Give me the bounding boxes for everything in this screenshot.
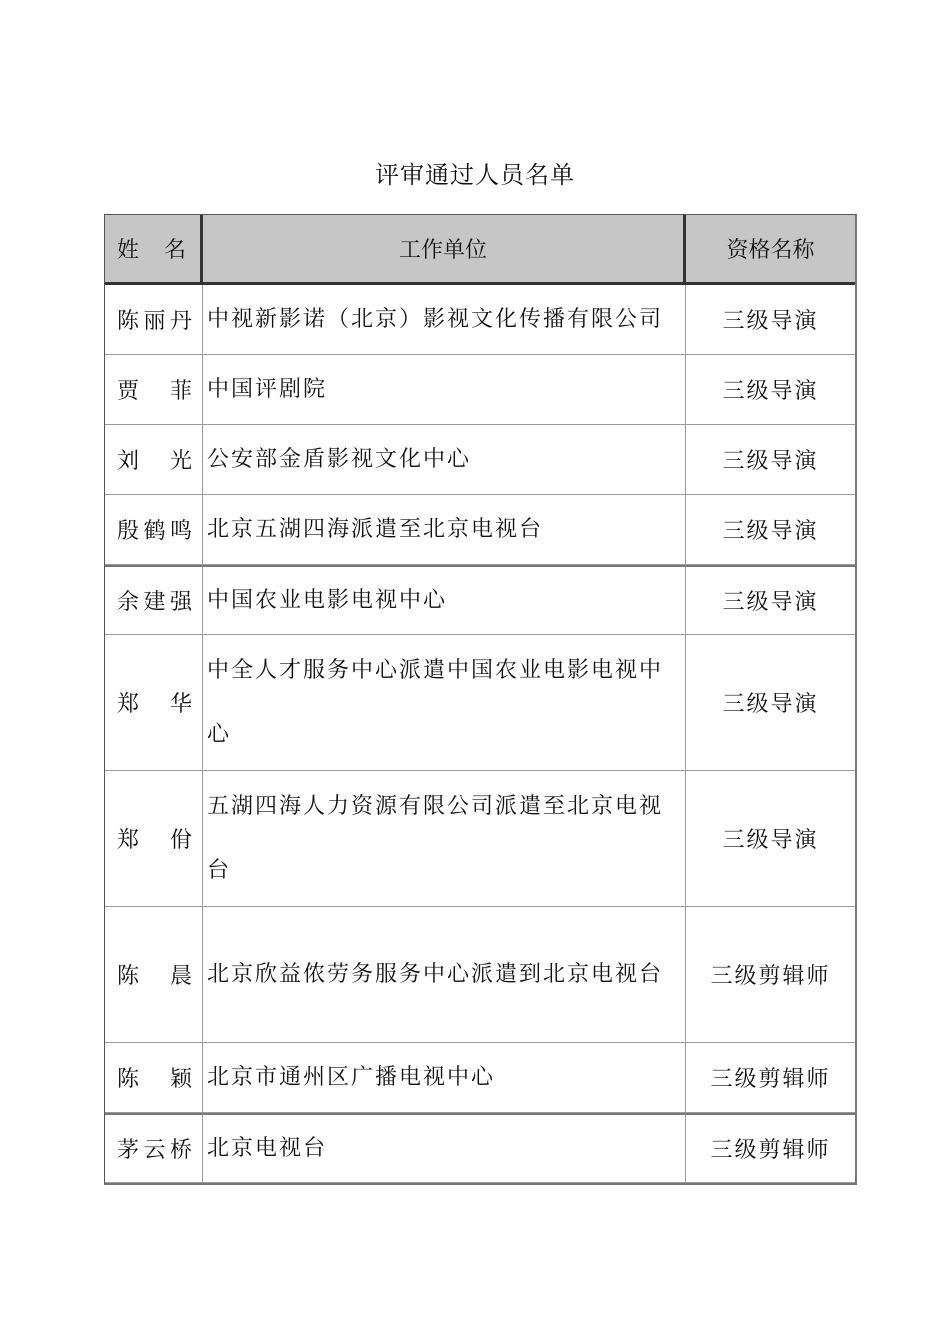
cell-unit: 北京市通州区广播电视中心	[203, 1043, 686, 1113]
table-row	[105, 1043, 855, 1113]
table-row	[105, 565, 855, 635]
cell-name: 刘光	[105, 425, 203, 495]
cell-name: 余建强	[105, 565, 203, 635]
cell-qualification: 三级剪辑师	[686, 1113, 855, 1183]
cell-qualification: 三级导演	[686, 635, 855, 771]
cell-unit: 公安部金盾影视文化中心	[203, 425, 686, 495]
cell-unit: 中国评剧院	[203, 355, 686, 425]
cell-unit: 中全人才服务中心派遣中国农业电影电视中心	[203, 635, 686, 771]
cell-name: 殷鹤鸣	[105, 495, 203, 565]
cell-unit: 北京电视台	[203, 1113, 686, 1183]
table-row	[105, 907, 855, 1043]
cell-qualification: 三级导演	[686, 565, 855, 635]
cell-unit: 中视新影诺（北京）影视文化传播有限公司	[203, 285, 686, 355]
roster-table	[104, 214, 857, 1185]
cell-name: 郑佾	[105, 771, 203, 907]
cell-name: 郑华	[105, 635, 203, 771]
cell-qualification: 三级导演	[686, 771, 855, 907]
cell-unit: 中国农业电影电视中心	[203, 565, 686, 635]
cell-qualification: 三级剪辑师	[686, 1043, 855, 1113]
cell-name: 陈颖	[105, 1043, 203, 1113]
table-row	[105, 1113, 855, 1183]
page-title: 评审通过人员名单	[375, 161, 575, 189]
cell-name: 陈丽丹	[105, 285, 203, 355]
cell-qualification: 三级导演	[686, 495, 855, 565]
cell-name: 茅云桥	[105, 1113, 203, 1183]
table-row	[105, 635, 855, 771]
cell-unit: 北京欣益侬劳务服务中心派遣到北京电视台	[203, 907, 686, 1043]
table-row	[105, 771, 855, 907]
cell-qualification: 三级剪辑师	[686, 907, 855, 1043]
header-name: 姓名	[105, 215, 203, 285]
table-header-row	[105, 215, 855, 285]
cell-qualification: 三级导演	[686, 355, 855, 425]
table-row	[105, 355, 855, 425]
header-qualification: 资格名称	[686, 215, 855, 285]
cell-qualification: 三级导演	[686, 425, 855, 495]
cell-name: 陈晨	[105, 907, 203, 1043]
header-unit: 工作单位	[203, 215, 686, 285]
cell-name: 贾菲	[105, 355, 203, 425]
table-row	[105, 285, 855, 355]
table-row	[105, 495, 855, 565]
cell-unit: 五湖四海人力资源有限公司派遣至北京电视台	[203, 771, 686, 907]
cell-qualification: 三级导演	[686, 285, 855, 355]
table-row	[105, 425, 855, 495]
cell-unit: 北京五湖四海派遣至北京电视台	[203, 495, 686, 565]
